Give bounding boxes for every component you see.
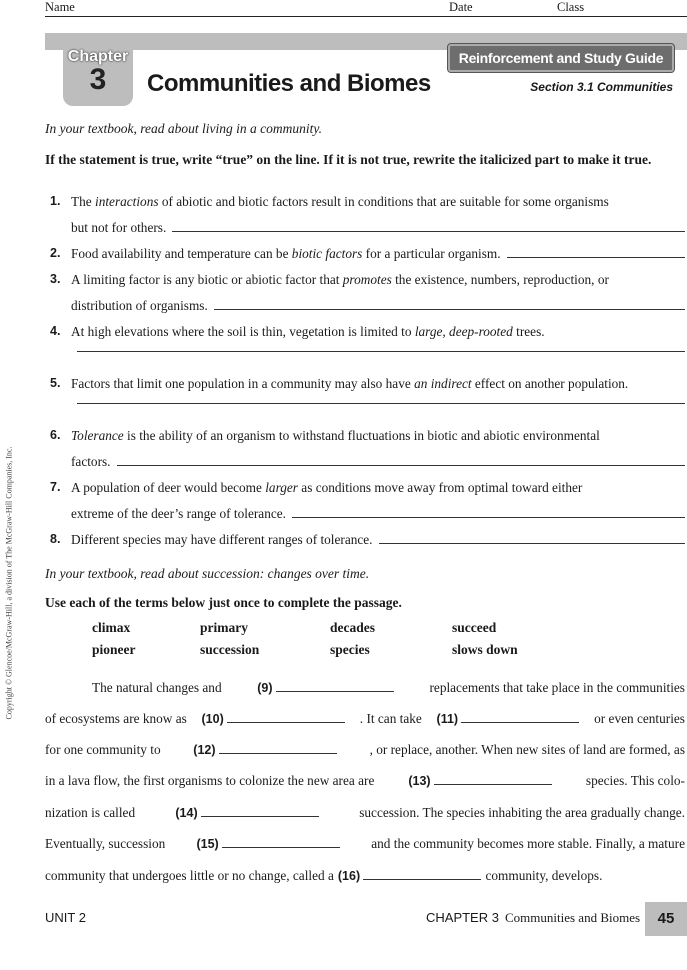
- passage-line: [92, 680, 685, 696]
- passage-text: and the community becomes more stable. Finally, a mature: [371, 836, 685, 851]
- statement-line: [71, 324, 685, 340]
- blank-group: [257, 680, 394, 696]
- blank-line[interactable]: [201, 806, 319, 817]
- blank-number: (12): [193, 743, 216, 757]
- term: slows down: [452, 642, 518, 657]
- blank-line[interactable]: [276, 681, 394, 692]
- passage-text: nization is called: [45, 805, 136, 820]
- passage-text: The natural changes and: [92, 680, 222, 695]
- blank-group: [437, 711, 580, 727]
- statement-line: [71, 480, 685, 496]
- item-number: 1.: [50, 194, 61, 208]
- statement-text: for a particular organism.: [362, 246, 501, 261]
- statement-line: [71, 402, 685, 408]
- item-number: 8.: [50, 532, 61, 546]
- part2-intro: In your textbook, read about succession: changes over time.: [45, 566, 370, 581]
- item-number: 6.: [50, 428, 61, 442]
- part2-instructions: Use each of the terms below just once to complete the passage.: [45, 595, 402, 610]
- italic-term: an indirect: [414, 376, 472, 391]
- blank-line[interactable]: [434, 774, 552, 785]
- statement-line: [71, 272, 685, 288]
- blank-number: (16): [337, 869, 361, 883]
- answer-line[interactable]: [507, 256, 685, 258]
- footer-unit: UNIT 2: [45, 910, 86, 925]
- passage-text: community that undergoes little or no change, called a: [45, 868, 334, 883]
- blank-group: [175, 805, 319, 821]
- italic-term: interactions: [95, 194, 159, 209]
- answer-line[interactable]: [379, 542, 685, 544]
- statement-line: [71, 506, 685, 522]
- blank-line[interactable]: [227, 712, 345, 723]
- item-number: 7.: [50, 480, 61, 494]
- statement-line: [71, 454, 685, 470]
- blank-group: [193, 742, 337, 758]
- header-rule: [45, 16, 687, 17]
- blank-group: [408, 773, 552, 789]
- item-number: 2.: [50, 246, 61, 260]
- passage-line: [45, 805, 685, 821]
- statement-line: [71, 220, 685, 236]
- part1-intro: In your textbook, read about living in a community.: [45, 121, 322, 136]
- statement-line: [71, 428, 685, 444]
- passage-text: . It can take: [359, 711, 422, 726]
- italic-term: large, deep-rooted: [414, 324, 513, 339]
- italic-term: biotic factors: [291, 246, 363, 261]
- item-number: 3.: [50, 272, 61, 286]
- blank-number: (14): [175, 806, 198, 820]
- statement-text: effect on another population.: [471, 376, 629, 391]
- term: species: [330, 642, 370, 657]
- statement-text: factors.: [71, 454, 111, 469]
- statement-text: A population of deer would become: [71, 480, 266, 495]
- chapter-tab: [63, 50, 133, 106]
- footer-chapter-title: Communities and Biomes: [505, 910, 641, 925]
- term: pioneer: [92, 642, 136, 657]
- answer-line[interactable]: [77, 402, 685, 404]
- passage-line: [45, 836, 685, 852]
- blank-number: (11): [436, 712, 459, 726]
- page-number: 45: [645, 902, 687, 936]
- passage-line: [45, 773, 685, 789]
- passage-text: or even centuries: [594, 711, 685, 726]
- statement-line: [71, 194, 685, 210]
- term: climax: [92, 620, 131, 635]
- term: decades: [330, 620, 375, 635]
- blank-number: (13): [408, 774, 431, 788]
- term: primary: [200, 620, 248, 635]
- page-title: Communities and Biomes: [147, 70, 431, 97]
- blank-number: (9): [257, 681, 273, 695]
- blank-line[interactable]: [219, 743, 337, 754]
- passage-text: species. This colo-: [585, 773, 685, 788]
- answer-line[interactable]: [172, 230, 685, 232]
- passage-line: [45, 711, 685, 727]
- statement-text: Food availability and temperature can be: [71, 246, 292, 261]
- passage-text: , or replace, another. When new sites of land are formed, as: [369, 742, 685, 757]
- blank-line[interactable]: [222, 837, 340, 848]
- passage-text: succession. The species inhabiting the area gradually change.: [359, 805, 685, 820]
- blank-line[interactable]: [363, 869, 481, 880]
- name-label: Name: [45, 0, 75, 14]
- passage-line: [45, 868, 685, 884]
- class-label: Class: [557, 0, 585, 14]
- passage-text: in a lava flow, the first organisms to colonize the new area are: [45, 773, 375, 788]
- italic-term: Tolerance: [71, 428, 124, 443]
- passage-text: community, develops.: [485, 868, 603, 883]
- term: succeed: [452, 620, 497, 635]
- blank-number: (15): [196, 837, 219, 851]
- statement-text: trees.: [512, 324, 545, 339]
- statement-text: but not for others.: [71, 220, 167, 235]
- italic-term: larger: [265, 480, 298, 495]
- blank-line[interactable]: [461, 712, 579, 723]
- passage-line: [45, 742, 685, 758]
- chapter-label: Chapter: [67, 48, 129, 65]
- statement-text: as conditions move away from optimal toward either: [297, 480, 583, 495]
- statement-line: [71, 350, 685, 356]
- statement-text: distribution of organisms.: [71, 298, 208, 313]
- passage-text: Eventually, succession: [45, 836, 166, 851]
- date-label: Date: [449, 0, 473, 14]
- blank-group: [196, 836, 340, 852]
- statement-text: A limiting factor is any biotic or abiotic factor that: [71, 272, 343, 287]
- answer-line[interactable]: [214, 308, 685, 310]
- statement-line: [71, 376, 685, 392]
- part1-instructions: If the statement is true, write “true” on the line. If it is not true, rewrite the italicized part to make it true.: [45, 152, 652, 167]
- answer-line[interactable]: [292, 516, 685, 518]
- item-number: 5.: [50, 376, 61, 390]
- answer-line[interactable]: [117, 464, 685, 466]
- footer-chapter: CHAPTER 3: [426, 910, 499, 925]
- statement-text: of abiotic and biotic factors result in conditions that are suitable for some organisms: [158, 194, 609, 209]
- statement-text: Factors that limit one population in a community may also have: [71, 376, 415, 391]
- statement-text: is the ability of an organism to withstand fluctuations in biotic and abiotic environmental: [123, 428, 600, 443]
- chapter-number: 3: [89, 63, 107, 96]
- term: succession: [200, 642, 260, 657]
- statement-line: [71, 246, 685, 262]
- statement-text: At high elevations where the soil is thin, vegetation is limited to: [71, 324, 415, 339]
- study-guide-badge: Reinforcement and Study Guide: [448, 44, 674, 72]
- passage-text: replacements that take place in the communities: [429, 680, 685, 695]
- statement-line: [71, 298, 685, 314]
- blank-number: (10): [201, 712, 224, 726]
- statement-text: The: [71, 194, 95, 209]
- italic-term: promotes: [342, 272, 392, 287]
- passage-text: for one community to: [45, 742, 161, 757]
- statement-text: extreme of the deer’s range of tolerance.: [71, 506, 286, 521]
- statement-text: the existence, numbers, reproduction, or: [391, 272, 609, 287]
- statement-line: [71, 532, 685, 548]
- blank-group: [202, 711, 346, 727]
- section-title: Section 3.1 Communities: [530, 80, 673, 94]
- item-number: 4.: [50, 324, 61, 338]
- statement-text: Different species may have different ranges of tolerance.: [71, 532, 373, 547]
- answer-line[interactable]: [77, 350, 685, 352]
- passage-text: of ecosystems are know as: [45, 711, 187, 726]
- blank-group: [338, 868, 482, 884]
- copyright-notice: Copyright © Glencoe/McGraw-Hill, a division of The McGraw-Hill Companies, Inc.: [4, 446, 14, 720]
